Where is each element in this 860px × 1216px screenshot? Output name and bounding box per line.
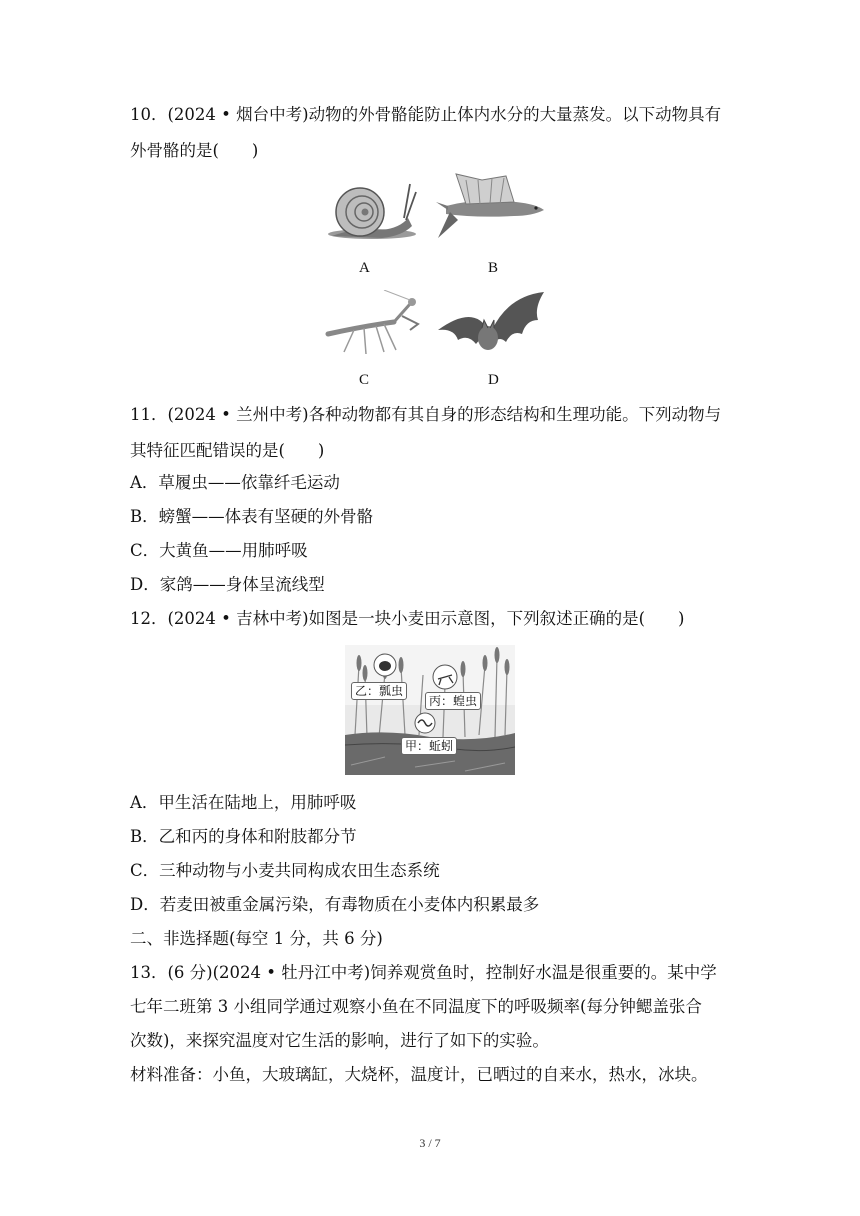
bat-image — [430, 290, 548, 360]
mantis-image — [314, 290, 426, 360]
q13-stem-line1: 13．(6 分)(2024 • 牡丹江中考)饲养观赏鱼时，控制好水温是很重要的。某中学 — [130, 963, 717, 982]
q10-stem-line1: 10．(2024 • 烟台中考)动物的外骨骼能防止体内水分的大量蒸发。以下动物具有 — [130, 105, 722, 124]
snail-image — [322, 178, 418, 242]
section-heading: 二、非选择题(每空 1 分，共 6 分) — [130, 929, 383, 948]
q13-materials: 材料准备：小鱼，大玻璃缸，大烧杯，温度计，已晒过的自来水，热水，冰块。 — [130, 1065, 708, 1084]
q12-option-c: C．三种动物与小麦共同构成农田生态系统 — [130, 861, 440, 880]
q11-stem-line1: 11．(2024 • 兰州中考)各种动物都有其自身的形态结构和生理功能。下列动物与 — [130, 405, 722, 424]
option-a-caption: A — [359, 260, 370, 276]
option-d-caption: D — [488, 372, 499, 388]
q12-option-a: A．甲生活在陆地上，用肺呼吸 — [130, 793, 357, 812]
q12-stem: 12．(2024 • 吉林中考)如图是一块小麦田示意图，下列叙述正确的是( ) — [130, 609, 685, 628]
q13-stem-line3: 次数)，来探究温度对它生活的影响，进行了如下的实验。 — [130, 1031, 549, 1050]
q11-stem-line2: 其特征匹配错误的是( ) — [130, 441, 325, 460]
q11-option-b: B．螃蟹——体表有坚硬的外骨骼 — [130, 507, 374, 526]
q11-option-a: A．草履虫——依靠纤毛运动 — [130, 473, 340, 492]
jia-earthworm-label: 甲：蚯蚓 — [401, 737, 457, 755]
q11-option-d: D．家鸽——身体呈流线型 — [130, 575, 325, 594]
q12-option-d: D．若麦田被重金属污染，有毒物质在小麦体内积累最多 — [130, 895, 540, 914]
yi-ladybug-label: 乙：瓢虫 — [351, 682, 407, 700]
q13-stem-line2: 七年二班第 3 小组同学通过观察小鱼在不同温度下的呼吸频率(每分钟鳃盖张合 — [130, 997, 702, 1016]
option-b-caption: B — [488, 260, 499, 276]
option-c-caption: C — [359, 372, 370, 388]
wheat-field-figure — [345, 645, 515, 775]
q11-option-c: C．大黄鱼——用肺呼吸 — [130, 541, 308, 560]
q12-option-b: B．乙和丙的身体和附肢都分节 — [130, 827, 357, 846]
bing-locust-label: 丙：蝗虫 — [425, 692, 481, 710]
page-number: 3 / 7 — [419, 1136, 441, 1150]
flying-fish-image — [436, 172, 550, 246]
q10-stem-line2: 外骨骼的是( ) — [130, 141, 259, 160]
